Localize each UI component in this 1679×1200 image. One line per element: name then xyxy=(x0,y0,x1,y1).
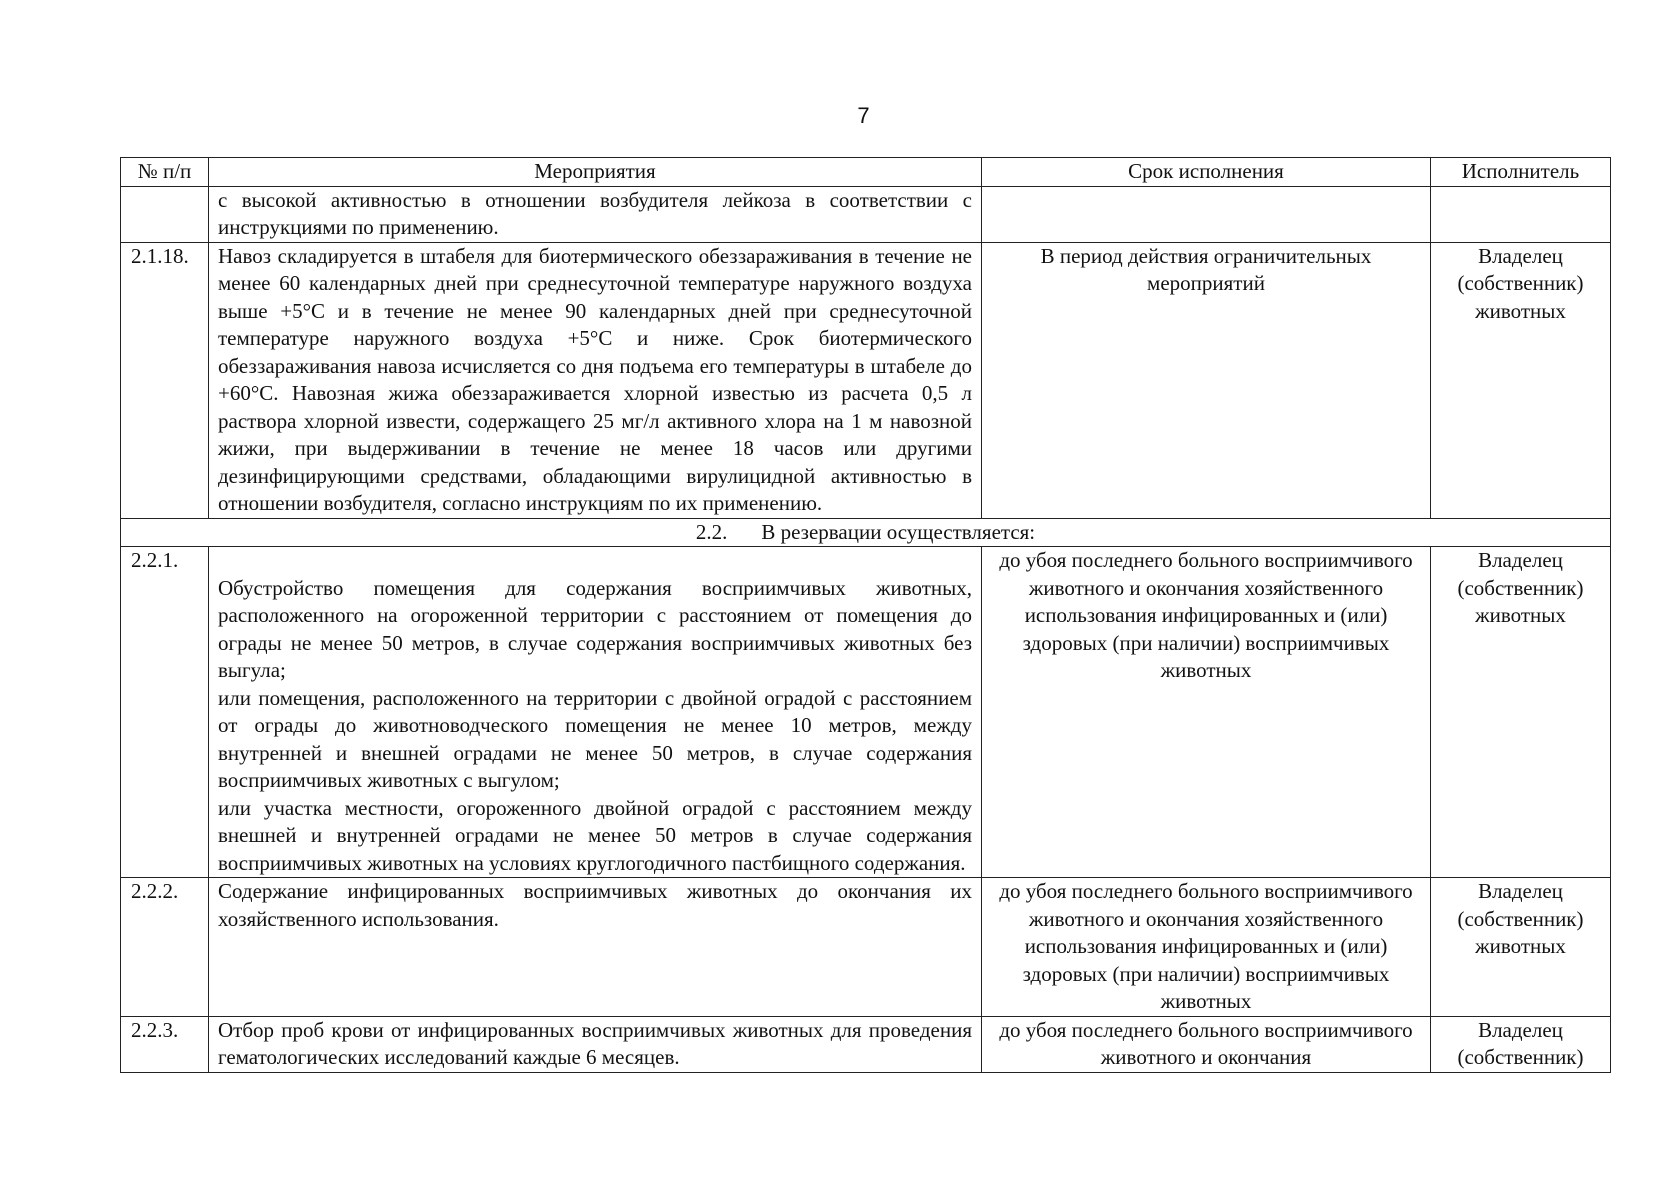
table-row xyxy=(121,242,1611,518)
measures-table xyxy=(120,157,1611,1073)
row-term: до убоя последнего больного восприимчивого животного и окончания xyxy=(982,1016,1431,1072)
row-executor xyxy=(1431,186,1611,242)
row-number: 2.2.1. xyxy=(121,547,209,878)
row-measure-text: Содержание инфицированных восприимчивых животных до окончания их хозяйственного использования. xyxy=(209,878,982,1017)
row-executor: Владелец (собственник) xyxy=(1431,1016,1611,1072)
row-number xyxy=(121,186,209,242)
row-number: 2.2.3. xyxy=(121,1016,209,1072)
header-num: № п/п xyxy=(121,158,209,187)
row-measure-text: Отбор проб крови от инфицированных восприимчивых животных для проведения гематологических исследований каждые 6 месяцев. xyxy=(209,1016,982,1072)
row-term xyxy=(982,186,1431,242)
header-term: Срок исполнения xyxy=(982,158,1431,187)
row-term: В период действия ограничительных мероприятий xyxy=(982,242,1431,518)
section-title: В резервации осуществляется: xyxy=(761,519,1036,544)
row-measure-text: Навоз складируется в штабеля для биотермического обеззараживания в течение не менее 60 календарных дней при среднесуточной температуре наружного воздуха выше +5°С и в течение не менее 90 календарных дней при среднесуточной температуре наружного воздуха +5°С и ниже. Срок биотермического обеззараживания навоза исчисляется со дня подъема его температуры в штабеле до +60°С. Навозная жижа обеззараживается хлорной известью из расчета 0,5 л раствора хлорной извести, содержащего 25 мг/л активного хлора на 1 м навозной жижи, при выдерживании в течение не менее 18 часов или другими дезинфицирующими средствами, обладающими вирулицидной активностью в отношении возбудителя, согласно инструкциям по их применению. xyxy=(209,242,982,518)
table-row xyxy=(121,1016,1611,1072)
header-executor: Исполнитель xyxy=(1431,158,1611,187)
row-number: 2.1.18. xyxy=(121,242,209,518)
section-row xyxy=(121,518,1611,547)
row-number: 2.2.2. xyxy=(121,878,209,1017)
page-number: 7 xyxy=(857,103,870,128)
header-measures: Мероприятия xyxy=(209,158,982,187)
measure-paragraph: или участка местности, огороженного двойной оградой с расстоянием между внешней и внутренней оградами не менее 50 метров в случае содержания восприимчивых животных на условиях круглогодичного пастбищного содержания. xyxy=(218,795,972,875)
row-executor: Владелец (собственник) животных xyxy=(1431,547,1611,878)
row-executor: Владелец (собственник) животных xyxy=(1431,242,1611,518)
table-header-row xyxy=(121,158,1611,187)
section-heading xyxy=(121,518,1611,547)
table-row xyxy=(121,547,1611,878)
measure-paragraph: Обустройство помещения для содержания восприимчивых животных, расположенного на огороженной территории с расстоянием от помещения до ограды не менее 50 метров, в случае содержания восприимчивых животных без выгула; xyxy=(218,575,972,682)
row-measure-text: с высокой активностью в отношении возбудителя лейкоза в соответствии с инструкциями по применению. xyxy=(209,186,982,242)
blank-line xyxy=(218,547,972,575)
row-measure-text xyxy=(209,547,982,878)
measure-paragraph: или помещения, расположенного на территории с двойной оградой с расстоянием от ограды до животноводческого помещения не менее 10 метров, между внутренней и внешней оградами не менее 50 метров, в случае содержания восприимчивых животных с выгулом; xyxy=(218,685,972,792)
row-executor: Владелец (собственник) животных xyxy=(1431,878,1611,1017)
table-row xyxy=(121,878,1611,1017)
row-term: до убоя последнего больного восприимчивого животного и окончания хозяйственного использования инфицированных и (или) здоровых (при наличии) восприимчивых животных xyxy=(982,878,1431,1017)
section-number: 2.2. xyxy=(695,519,728,544)
table-row xyxy=(121,186,1611,242)
row-term: до убоя последнего больного восприимчивого животного и окончания хозяйственного использования инфицированных и (или) здоровых (при наличии) восприимчивых животных xyxy=(982,547,1431,878)
